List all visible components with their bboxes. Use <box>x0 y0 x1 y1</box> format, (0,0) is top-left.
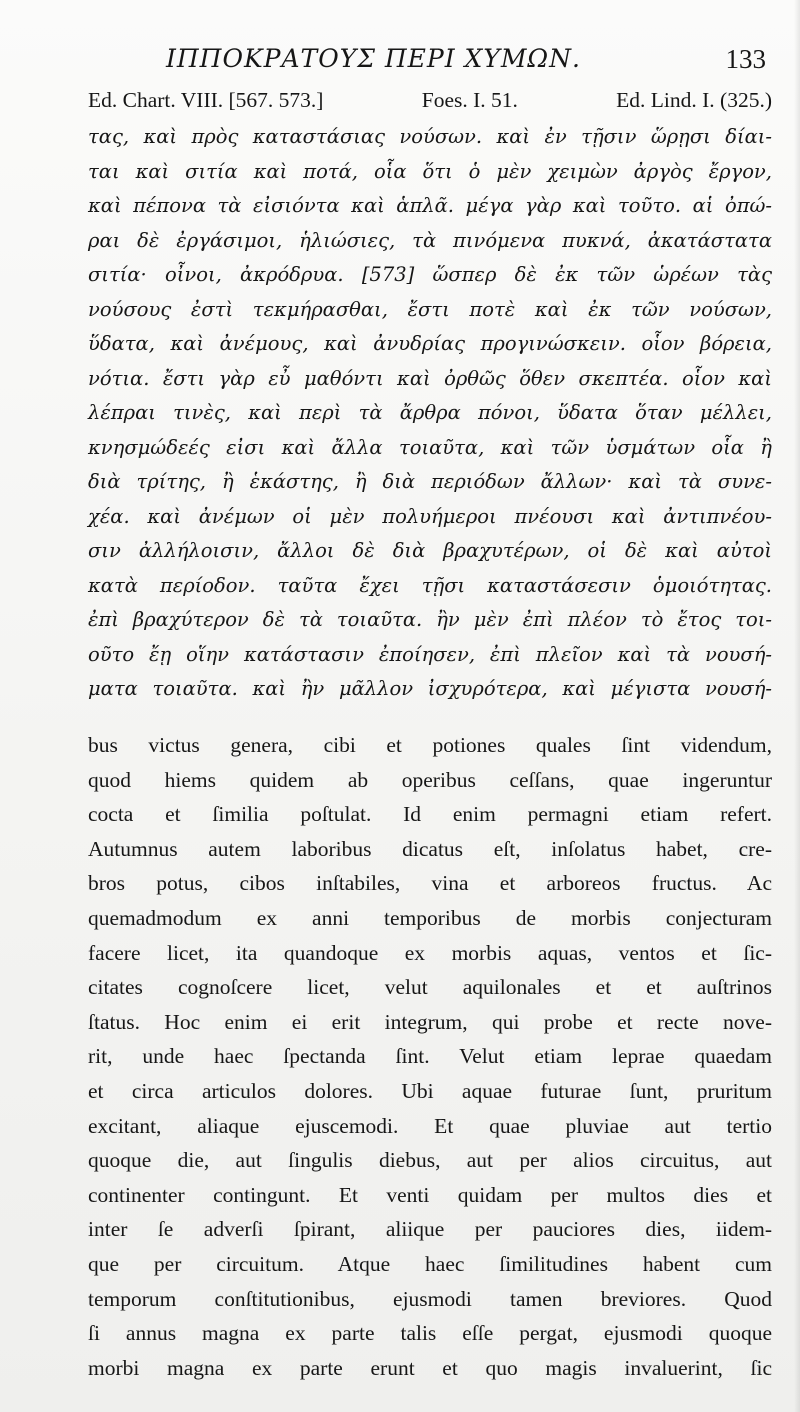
latin-line: morbi magna ex parte erunt et quo magis invaluerint, ſic <box>88 1355 772 1380</box>
greek-line: ραι δὲ ἐργάσιμοι, ἡλιώσιες, τὰ πινόμενα πυκνά, ἀκατάστατα <box>88 228 772 252</box>
latin-translation <box>88 728 772 1385</box>
greek-line: καὶ πέπονα τὰ εἰσιόντα καὶ ἁπλᾶ. μέγα γὰρ καὶ τοῦτο. αἱ ὀπώ- <box>88 194 772 217</box>
latin-line: bros potus, cibos inſtabiles, vina et arboreos fructus. Ac <box>88 871 772 896</box>
latin-line: continenter contingunt. Et venti quidam per multos dies et <box>88 1182 772 1207</box>
latin-line: et circa articulos dolores. Ubi aquae futurae ſunt, pruritum <box>88 1078 772 1103</box>
latin-line: Autumnus autem laboribus dicatus eſt, inſolatus habet, cre- <box>88 836 772 861</box>
latin-line: quemadmodum ex anni temporibus de morbis conjecturam <box>88 905 772 930</box>
greek-text <box>88 120 772 707</box>
latin-line: bus victus genera, cibi et potiones quales ſint videndum, <box>88 733 772 757</box>
running-title: ΙΠΠΟΚΡΑΤΟΥΣ ΠΕΡΙ ΧΥΜΩΝ. <box>166 44 581 73</box>
greek-line: νότια. ἔστι γὰρ εὖ μαθόντι καὶ ὀρθῶς ὅθεν σκεπτέα. οἷον καὶ <box>88 366 772 390</box>
latin-line: quod hiems quidem ab operibus ceſſans, quae ingeruntur <box>88 767 772 792</box>
greek-line: σιν ἀλλήλοισιν, ἄλλοι δὲ διὰ βραχυτέρων, οἱ δὲ καὶ αὐτοὶ <box>88 539 772 562</box>
greek-line: ται καὶ σιτία καὶ ποτά, οἷα ὅτι ὁ μὲν χειμὼν ἀργὸς ἔργον, <box>88 159 772 183</box>
latin-line: quoque die, aut ſingulis diebus, aut per alios circuitus, aut <box>88 1148 772 1173</box>
greek-line: οῦτο ἔῃ οἵην κατάστασιν ἐποίησεν, ἐπὶ πλεῖον καὶ τὰ νουσή- <box>88 642 772 666</box>
latin-line: temporum conſtitutionibus, ejusmodi tamen breviores. Quod <box>88 1286 772 1311</box>
greek-line: ματα τοιαῦτα. καὶ ἢν μᾶλλον ἰσχυρότερα, καὶ μέγιστα νουσή- <box>88 677 772 700</box>
edition-ref-chartier: Ed. Chart. VIII. [567. 573.] <box>88 88 324 112</box>
greek-line: κατὰ περίοδον. ταῦτα ἔχει τῇσι καταστάσεσιν ὁμοιότητας. <box>88 573 772 597</box>
edition-references <box>88 88 772 113</box>
latin-line: cocta et ſimilia poſtulat. Id enim permagni etiam refert. <box>88 802 772 827</box>
latin-line: rit, unde haec ſpectanda ſint. Velut etiam leprae quaedam <box>88 1044 772 1069</box>
greek-line: σιτία· οἶνοι, ἀκρόδρυα. [573] ὥσπερ δὲ ἐκ τῶν ὡρέων τὰς <box>88 263 772 286</box>
greek-line: ὕδατα, καὶ ἀνέμους, καὶ ἀνυδρίας προγινώσκειν. οἷον βόρεια, <box>88 332 772 355</box>
edition-ref-linden: Ed. Lind. I. (325.) <box>616 88 772 112</box>
greek-line: κνησμώδεές εἰσι καὶ ἄλλα τοιαῦτα, καὶ τῶν ὑσμάτων οἷα ἢ <box>88 435 772 459</box>
greek-line: χέα. καὶ ἀνέμων οἱ μὲν πολυήμεροι πνέουσι καὶ ἀντιπνέου- <box>88 504 772 528</box>
greek-line: λέπραι τινὲς, καὶ περὶ τὰ ἄρθρα πόνοι, ὕδατα ὅταν μέλλει, <box>88 401 772 424</box>
latin-line: que per circuitum. Atque haec ſimilitudines habent cum <box>88 1251 772 1276</box>
edition-ref-foes: Foes. I. 51. <box>421 88 518 112</box>
latin-line: ſi annus magna ex parte talis eſſe pergat, ejusmodi quoque <box>88 1321 772 1346</box>
greek-line: ἐπὶ βραχύτερον δὲ τὰ τοιαῦτα. ἢν μὲν ἐπὶ πλέον τὸ ἔτος τοι- <box>88 608 772 631</box>
running-head <box>70 40 766 84</box>
greek-line: διὰ τρίτης, ἢ ἑκάστης, ἢ διὰ περιόδων ἄλλων· καὶ τὰ συνε- <box>88 470 772 493</box>
latin-line: citates cognoſcere licet, velut aquilonales et et auſtrinos <box>88 975 772 1000</box>
latin-line: ſtatus. Hoc enim ei erit integrum, qui probe et recte nove- <box>88 1009 772 1034</box>
greek-line: τας, καὶ πρὸς καταστάσιας νούσων. καὶ ἐν τῇσιν ὥρῃσι δίαι- <box>88 125 772 148</box>
greek-line: νούσους ἐστὶ τεκμήρασθαι, ἔστι ποτὲ καὶ ἐκ τῶν νούσων, <box>88 297 772 321</box>
latin-line: excitant, aliaque ejuscemodi. Et quae pluviae aut tertio <box>88 1113 772 1138</box>
latin-line: inter ſe adverſi ſpirant, aliique per pauciores dies, iidem- <box>88 1217 772 1242</box>
page-number: 133 <box>725 44 766 74</box>
page-edge-shadow <box>794 0 800 1412</box>
latin-line: facere licet, ita quandoque ex morbis aquas, ventos et ſic- <box>88 940 772 965</box>
